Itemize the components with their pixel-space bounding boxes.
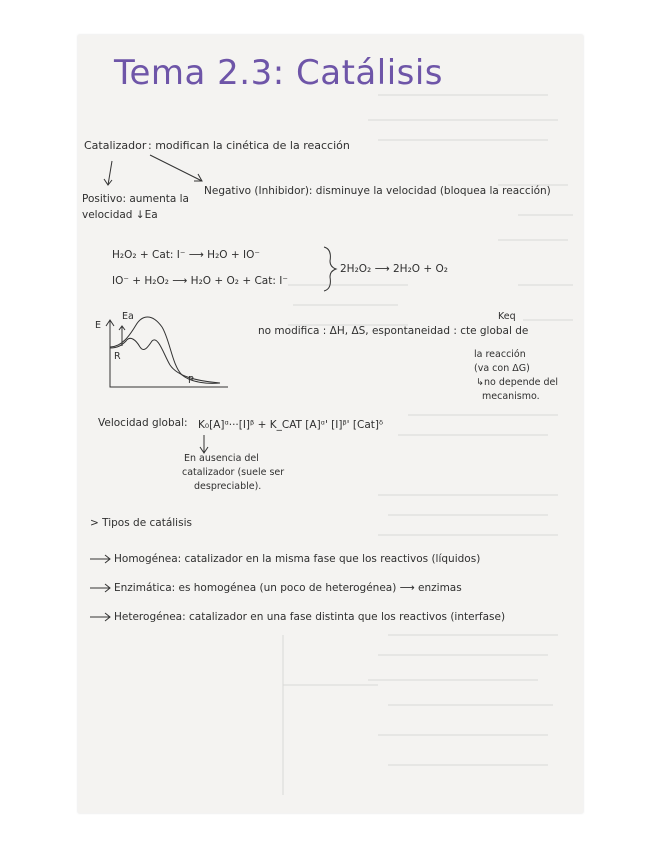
negative-catalyst-text: Negativo (Inhibidor): disminuye la velocidad (bloquea la reacción) xyxy=(204,185,551,197)
positive-line1: Positivo: aumenta la xyxy=(82,193,189,205)
reaction-1: H₂O₂ + Cat: I⁻ ⟶ H₂O + IO⁻ xyxy=(112,249,260,261)
keq-line3: ↳no depende del xyxy=(476,377,558,388)
not-modified-text: no modifica : ΔH, ΔS, espontaneidad : cte global de xyxy=(258,325,529,337)
reaction-2: IO⁻ + H₂O₂ ⟶ H₂O + O₂ + Cat: I⁻ xyxy=(112,275,288,287)
reactant-label: R xyxy=(114,351,121,362)
type-heterogenea: Heterogénea: catalizador en una fase distinta que los reactivos (interfase) xyxy=(114,611,506,623)
type-bullet-arrows xyxy=(78,35,583,813)
product-label: P xyxy=(188,375,194,386)
type-enzimatica: Enzimática: es homogénea (un poco de heterogénea) ⟶ enzimas xyxy=(114,582,462,594)
energy-axis-label: E xyxy=(95,320,102,331)
overall-reaction: 2H₂O₂ ⟶ 2H₂O + O₂ xyxy=(340,263,448,275)
positive-line2: velocidad ↓Ea xyxy=(82,209,158,221)
types-heading: > Tipos de catálisis xyxy=(90,517,192,529)
catalizador-definition: : modifican la cinética de la reacción xyxy=(148,139,350,152)
velocity-note2: catalizador (suele ser xyxy=(182,467,285,478)
keq-line1: la reacción xyxy=(474,349,526,360)
velocity-note1: En ausencia del xyxy=(184,453,259,464)
type-homogenea: Homogénea: catalizador en la misma fase que los reactivos (líquidos) xyxy=(114,553,481,565)
page-title: Tema 2.3: Catálisis xyxy=(114,53,444,93)
velocity-note3: despreciable). xyxy=(194,481,262,492)
ea-label: Ea xyxy=(122,311,134,322)
notebook-page xyxy=(78,35,583,813)
keq-line2: (va con ΔG) xyxy=(474,363,530,374)
keq-label: Keq xyxy=(498,311,516,322)
velocity-equation: K₀[A]ᵅ···[I]ᵝ + K_CAT [A]ᵅ' [I]ᵝ' [Cat]ᵟ xyxy=(198,419,384,431)
catalizador-label: Catalizador xyxy=(84,139,147,152)
keq-line4: mecanismo. xyxy=(482,391,540,402)
velocity-label: Velocidad global: xyxy=(98,417,188,429)
